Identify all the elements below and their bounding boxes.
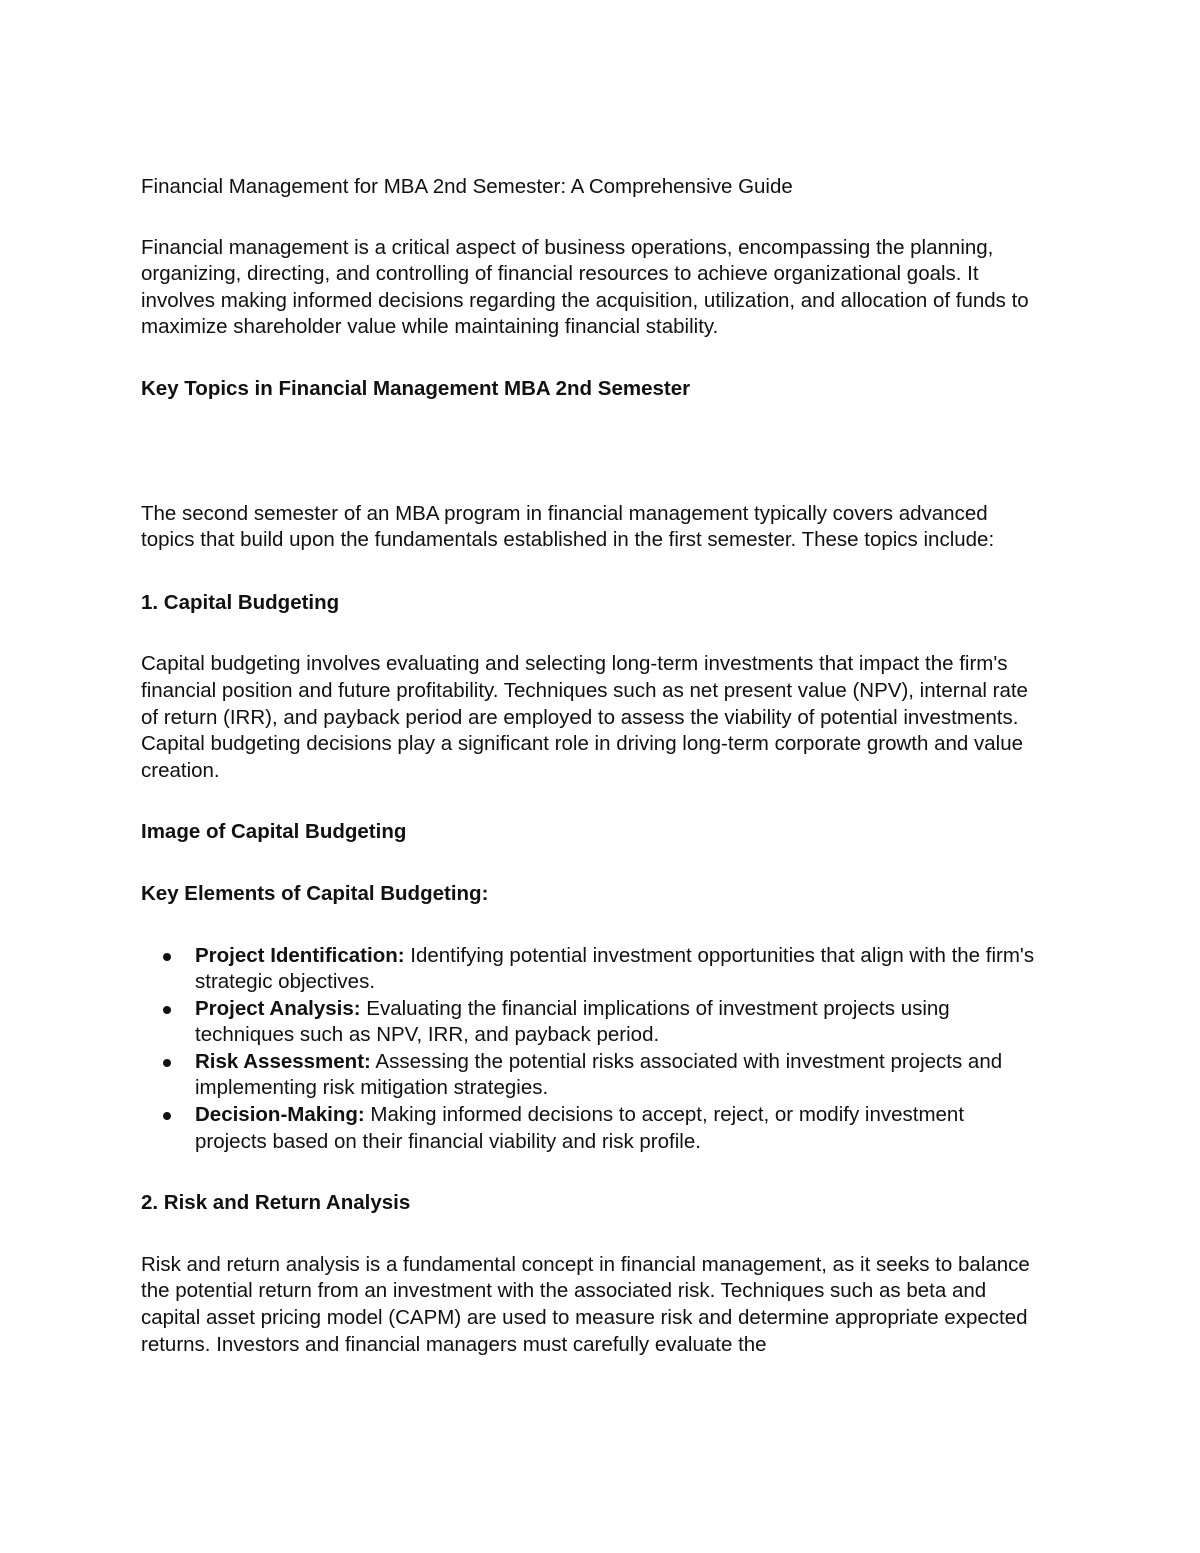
list-item-label: Decision-Making: bbox=[195, 1103, 365, 1127]
list-item bbox=[195, 996, 1041, 1049]
capital-budgeting-image-caption: Image of Capital Budgeting bbox=[141, 820, 407, 844]
list-item-text: Assessing the potential risks associated with investment projects and implementing risk mitigation strategies. bbox=[195, 1049, 1003, 1100]
list-item bbox=[195, 1049, 1041, 1102]
intro-paragraph: Financial management is a critical aspect of business operations, encompassing the planning, organizing, directing, and controlling of financial resources to achieve organizational goals. It involves making informed decisions regarding the acquisition, utilization, and allocation of funds to maximize shareholder value while maintaining financial stability. bbox=[141, 235, 1029, 339]
bullet-icon bbox=[163, 953, 171, 961]
list-item-label: Project Analysis: bbox=[195, 996, 361, 1020]
key-topics-heading: Key Topics in Financial Management MBA 2nd Semester bbox=[141, 376, 691, 400]
list-item-text: Making informed decisions to accept, reject, or modify investment projects based on their financial viability and risk profile. bbox=[195, 1103, 965, 1153]
list-item-text: Evaluating the financial implications of investment projects using techniques such as NPV, IRR, and payback period. bbox=[195, 996, 950, 1047]
list-item-label: Risk Assessment: bbox=[195, 1049, 371, 1073]
risk-return-heading: 2. Risk and Return Analysis bbox=[141, 1191, 411, 1215]
bullet-icon bbox=[163, 1006, 171, 1014]
list-item bbox=[195, 943, 1041, 996]
key-elements-list bbox=[141, 943, 1041, 1156]
capital-budgeting-paragraph: Capital budgeting involves evaluating and selecting long-term investments that impact the firm's financial position and future profitability. Techniques such as net present value (NPV), internal rate of return (IRR), and payback period are employed to assess the viability of potential investments. Capital budgeting decisions play a significant role in driving long-term corporate growth and value creation. bbox=[141, 652, 1028, 782]
bullet-icon bbox=[163, 1112, 171, 1120]
bullet-icon bbox=[163, 1059, 171, 1067]
second-semester-paragraph: The second semester of an MBA program in financial management typically covers advanced topics that build upon the fundamentals established in the first semester. These topics include: bbox=[141, 501, 995, 552]
list-item-label: Project Identification: bbox=[195, 943, 405, 967]
document-page bbox=[141, 174, 1041, 1358]
document-title: Financial Management for MBA 2nd Semester: A Comprehensive Guide bbox=[141, 175, 793, 198]
key-elements-heading: Key Elements of Capital Budgeting: bbox=[141, 881, 489, 905]
list-item bbox=[195, 1102, 1041, 1155]
list-item-text: Identifying potential investment opportunities that align with the firm's strategic objectives. bbox=[195, 943, 1035, 994]
capital-budgeting-heading: 1. Capital Budgeting bbox=[141, 590, 340, 614]
risk-return-paragraph: Risk and return analysis is a fundamental concept in financial management, as it seeks to balance the potential return from an investment with the associated risk. Techniques such as beta and capital asset pricing model (CAPM) are used to measure risk and determine appropriate expected returns. Investors and financial managers must carefully evaluate the bbox=[141, 1252, 1030, 1356]
